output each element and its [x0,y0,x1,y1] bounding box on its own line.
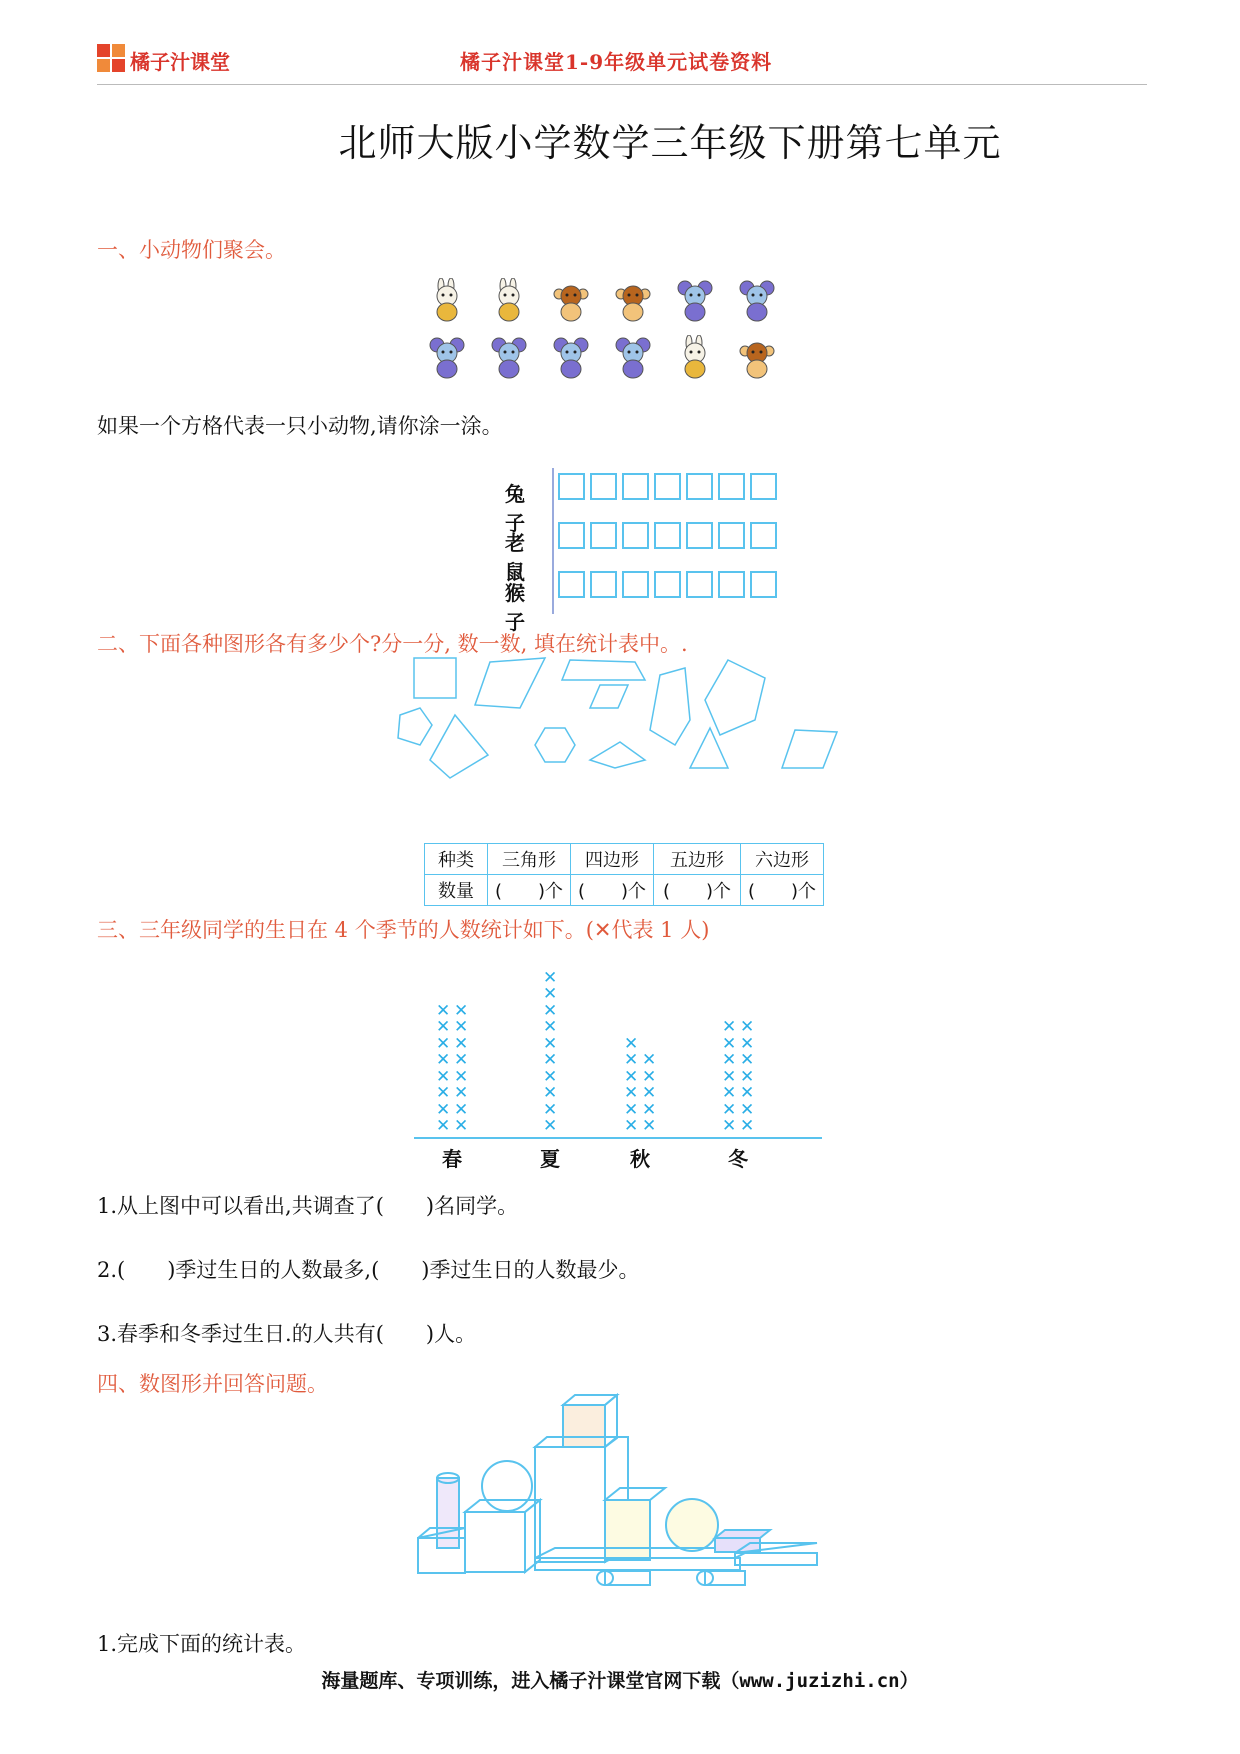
tally-cell[interactable] [654,522,681,549]
pictograph-category-label: 冬 [728,1147,748,1171]
section3-question-1: 1.从上图中可以看出,共调查了( )名同学。 [97,1194,519,1218]
mouse-icon [673,278,717,322]
pictograph-mark: ✕ [740,1017,755,1037]
tall-cuboid [535,1447,605,1562]
pictograph-mark: ✕ [454,1000,469,1021]
pictograph-mark: ✕ [436,1050,451,1070]
tally-cell[interactable] [622,571,649,598]
table-header-cell: 五边形 [654,844,741,875]
pictograph-mark: ✕ [722,1116,737,1136]
sphere-1 [482,1461,532,1511]
pictograph-mark: ✕ [624,1033,639,1054]
pictograph-mark: ✕ [624,1066,639,1087]
tally-cell[interactable] [718,522,745,549]
cube-side [525,1500,540,1572]
table-answer-cell[interactable]: ( )个 [654,875,741,906]
shape-rhombus [590,742,645,768]
pictograph-mark: ✕ [722,1099,737,1120]
pictograph-mark: ✕ [454,1099,469,1120]
pictograph-mark: ✕ [436,1099,451,1120]
tally-cell[interactable] [686,473,713,500]
pictograph-category-label: 秋 [630,1147,650,1171]
tally-cell[interactable] [750,473,777,500]
pictograph-mark: ✕ [436,1000,451,1021]
long-plank [735,1553,817,1565]
pictograph-category-label: 春 [442,1147,462,1171]
mouse-icon [735,278,779,322]
pictograph-mark: ✕ [740,1033,755,1054]
purple-cuboid-top [715,1530,770,1538]
pictograph-baseline [414,1137,822,1139]
shape-quad-2 [562,660,645,680]
tally-cell[interactable] [622,473,649,500]
cube [465,1512,525,1572]
small-cube [563,1405,605,1447]
rabbit-icon [425,278,469,322]
pictograph-mark: ✕ [722,1017,737,1037]
pictograph-mark: ✕ [543,1116,558,1136]
pictograph-mark: ✕ [454,1033,469,1054]
pictograph-mark: ✕ [454,1116,469,1136]
tally-cell[interactable] [686,571,713,598]
table-header-cell: 种类 [425,844,488,875]
tally-cell[interactable] [558,571,585,598]
pictograph-mark: ✕ [722,1066,737,1087]
pictograph-mark: ✕ [624,1083,639,1103]
table-header-cell: 四边形 [571,844,654,875]
small-cube-top [563,1395,617,1405]
shape-pentagon-2 [705,660,765,735]
table-header-cell: 六边形 [741,844,824,875]
shape-quad-3 [430,715,488,778]
pictograph-mark: ✕ [454,1050,469,1070]
shape-quad-1 [475,658,545,708]
shape-hexagon [535,728,575,762]
table-answer-cell[interactable]: ( )个 [741,875,824,906]
section2-heading: 二、下面各种图形各有多少个?分一分, 数一数, 填在统计表中。. [97,632,688,656]
page-title: 北师大版小学数学三年级下册第七单元 [338,121,1002,165]
shape-trapezoid [590,685,628,708]
table-header-cell: 三角形 [488,844,571,875]
pictograph-mark: ✕ [436,1033,451,1054]
pictograph-mark: ✕ [543,1033,558,1054]
shape-pentagon-tall [650,668,690,745]
pictograph-mark: ✕ [436,1017,451,1037]
row-label-monkey: 猴子 [505,581,525,634]
shape-count-table [424,843,824,906]
tally-cell[interactable] [590,522,617,549]
page-footer: 海量题库、专项训练，进入橘子汁课堂官网下载（www.juzizhi.cn） [321,1670,919,1692]
pictograph-mark: ✕ [436,1066,451,1087]
pictograph-mark: ✕ [543,984,558,1004]
tally-cell[interactable] [654,571,681,598]
pictograph-mark: ✕ [722,1050,737,1070]
pictograph-mark: ✕ [543,1050,558,1070]
tally-cell[interactable] [590,571,617,598]
pictograph-mark: ✕ [436,1116,451,1136]
tally-cell[interactable] [718,473,745,500]
section4-question-1: 1.完成下面的统计表。 [97,1632,307,1656]
pictograph-mark: ✕ [436,1083,451,1103]
table-answer-cell[interactable]: ( )个 [488,875,571,906]
tally-cell[interactable] [750,522,777,549]
sphere-2 [666,1499,718,1551]
row-label-rabbit: 兔子 [505,482,525,535]
pictograph-mark: ✕ [543,967,558,988]
monkey-icon [611,278,655,322]
tally-cell[interactable] [654,473,681,500]
pictograph-mark: ✕ [624,1116,639,1136]
section3-question-2: 2.( )季过生日的人数最多,( )季过生日的人数最少。 [97,1258,640,1282]
tally-cell[interactable] [558,473,585,500]
section1-instruction: 如果一个方格代表一只小动物,请你涂一涂。 [97,414,503,438]
mouse-icon [487,335,531,379]
pictograph-mark: ✕ [543,1099,558,1120]
yellow-cube [605,1500,650,1560]
table-answer-cell[interactable]: ( )个 [571,875,654,906]
pictograph-mark: ✕ [642,1050,657,1070]
pictograph-mark: ✕ [454,1066,469,1087]
tally-cell[interactable] [718,571,745,598]
pictograph-mark: ✕ [642,1099,657,1120]
pictograph-mark: ✕ [740,1099,755,1120]
section3-heading: 三、三年级同学的生日在 4 个季节的人数统计如下。(✕代表 1 人) [97,918,710,942]
pictograph-mark: ✕ [543,1017,558,1037]
pictograph-mark: ✕ [543,1083,558,1103]
shapes-illustration [390,650,850,790]
pictograph-mark: ✕ [740,1116,755,1136]
monkey-icon [549,278,593,322]
pictograph-mark: ✕ [740,1083,755,1103]
mouse-icon [611,335,655,379]
shape-parallelogram [782,730,837,768]
tally-cell[interactable] [590,473,617,500]
shape-square [414,658,456,698]
section3-question-3: 3.春季和冬季过生日.的人共有( )人。 [97,1322,477,1346]
pictograph-mark: ✕ [642,1116,657,1136]
pictograph-mark: ✕ [624,1050,639,1070]
grid-axis [552,468,554,614]
pictograph-mark: ✕ [642,1066,657,1087]
table-row-label: 数量 [425,875,488,906]
section1-heading: 一、小动物们聚会。 [97,238,286,262]
tally-cell[interactable] [686,522,713,549]
pictograph-mark: ✕ [642,1083,657,1103]
shape-pentagon-small [398,708,432,745]
monkey-icon [735,335,779,379]
pictograph-mark: ✕ [454,1017,469,1037]
header-title: 橘子汁课堂1-9年级单元试卷资料 [460,50,773,74]
solids-illustration [415,1390,825,1590]
row-label-mouse: 老鼠 [505,531,525,584]
pictograph-mark: ✕ [740,1066,755,1087]
pictograph-mark: ✕ [722,1033,737,1054]
section4-heading: 四、数图形并回答问题。 [97,1372,328,1396]
mouse-icon [425,335,469,379]
tally-cell[interactable] [750,571,777,598]
logo-text: 橘子汁课堂 [130,50,230,74]
pictograph-mark: ✕ [740,1050,755,1070]
yellow-cube-top [605,1488,665,1500]
tally-cell[interactable] [622,522,649,549]
pictograph-mark: ✕ [624,1099,639,1120]
rabbit-icon [673,335,717,379]
pictograph-mark: ✕ [543,1066,558,1087]
tally-cell[interactable] [558,522,585,549]
pictograph-mark: ✕ [454,1083,469,1103]
pictograph-mark: ✕ [722,1083,737,1103]
pictograph-category-label: 夏 [540,1147,560,1171]
rabbit-icon [487,278,531,322]
mouse-icon [549,335,593,379]
animals-illustration [0,0,1240,400]
pictograph-mark: ✕ [543,1000,558,1021]
